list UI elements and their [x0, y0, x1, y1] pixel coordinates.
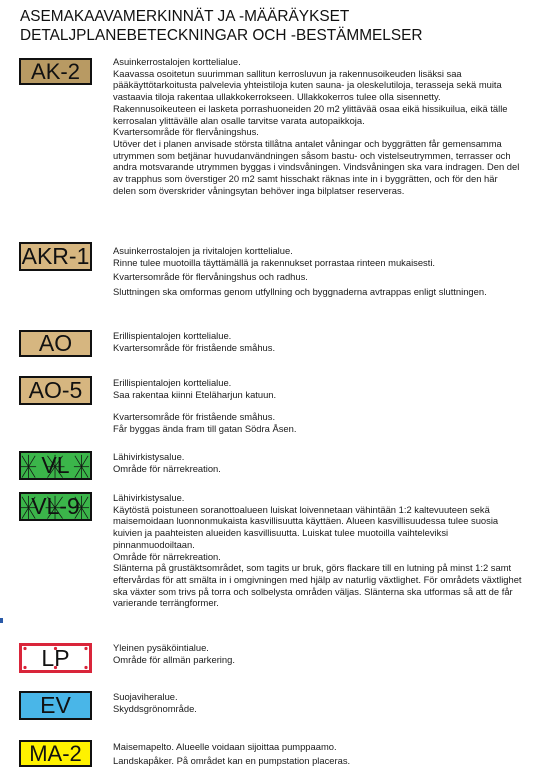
description-line: Område för närrekreation.	[113, 462, 221, 474]
description-line: Erillispientalojen korttelialue.	[113, 330, 232, 341]
description-lp	[113, 642, 523, 665]
description-ao-5	[113, 377, 523, 435]
description-line: Utöver det i planen anvisade största tillåtna antalet våningar och byggrätten får gemensamma utrymmen som betjänar huvudanvändningen såsom bastu- och vistelseutrymmen, terrasser och andra motsvarande utrymmen byggas i vindsvåningen. Vindsvåningen ska vara indragen. Den del av trapphus som överstiger 20 m2 samt hisschakt räknas inte in i byggrätten, och för den här delen som överskrider våningsytan behöver inga bilplatser reserveras.	[113, 137, 520, 196]
symbol-vl-9	[19, 492, 92, 521]
description-ma-2	[113, 740, 523, 768]
description-line: Får byggas ända fram till gatan Södra Åsen.	[113, 423, 297, 435]
description-line: Rinne tulee muotoilla täyttämällä ja rakennukset porrastaa rinteen mukaisesti.	[113, 256, 436, 268]
symbol-code: EV	[40, 692, 71, 718]
symbol-code: VL-9	[31, 493, 80, 519]
symbol-code: AO-5	[28, 377, 83, 403]
symbol-ao	[19, 330, 92, 357]
description-line: Sluttningen ska omformas genom utfyllning och byggnaderna avtrappas enligt sluttningen.	[113, 286, 487, 298]
symbol-vl	[19, 451, 92, 480]
description-line: Kvartersområde för flervåningshus.	[113, 126, 259, 138]
symbol-ao-5	[19, 376, 92, 405]
description-line: Kvartersområde för fristående småhus.	[113, 411, 276, 423]
description-vl-9	[113, 492, 523, 609]
description-line: Asuinkerrostalojen ja rivitalojen korttelialue.	[113, 245, 293, 256]
description-akr-1	[113, 245, 523, 298]
description-ao	[113, 330, 523, 353]
description-line: Landskapåker. På området kan en pumpstation placeras.	[113, 755, 351, 766]
symbol-code: AKR-1	[21, 243, 90, 269]
title-swedish: DETALJPLANEBETECKNINGAR OCH -BESTÄMMELSER	[20, 27, 423, 44]
description-vl	[113, 451, 523, 474]
description-line: Skyddsgrönområde.	[113, 702, 197, 714]
symbol-ev	[19, 691, 92, 720]
description-line: Slänterna på grustäktsområdet, som tagits ur bruk, görs flackare till en lutning på minst 1:2 samt eftervårdas för att smälta in i omgivningen med hjälp av naturlig växtlighet. För områdets växtlighet ska växter som trivs på torra och solbelysta områden väljas. Slänterna ska utformas så att de får varierande terrängformer.	[113, 562, 522, 609]
symbol-code: VL	[41, 452, 70, 478]
symbol-code: MA-2	[29, 740, 82, 766]
symbol-akr-1	[19, 242, 92, 271]
symbol-lp	[19, 643, 92, 673]
description-line: Lähivirkistysalue.	[113, 492, 185, 503]
description-line: Erillispientalojen korttelialue.	[113, 377, 232, 388]
description-line: Käytöstä poistuneen soranottoalueen luiskat loivennetaan vähintään 1:2 kaltevuuteen sekä maisemoidaan luonnonmukaista kasvillisuutta käyttäen. Alueen kasvillisuudessa tulee suosia kuivien ja paahteisten alueiden kasvillisuutta. Luiskat tulee muotoilla vaihteleviksi pinnanmuodoiltaan.	[113, 503, 499, 550]
description-line: Suojaviheralue.	[113, 691, 178, 702]
description-line: Område för allmän parkering.	[113, 653, 235, 665]
description-line: Lähivirkistysalue.	[113, 451, 185, 462]
description-ev	[113, 691, 523, 714]
description-line: Maisemapelto. Alueelle voidaan sijoittaa pumppaamo.	[113, 741, 337, 752]
description-line: Kvartersområde för fristående småhus.	[113, 341, 276, 353]
description-line: Område för närrekreation.	[113, 550, 221, 562]
title-finnish: ASEMAKAAVAMERKINNÄT JA -MÄÄRÄYKSET	[20, 8, 350, 25]
symbol-ma-2	[19, 740, 92, 767]
symbol-code: AO	[38, 330, 73, 356]
description-line: Kvartersområde för flervåningshus och radhus.	[113, 271, 308, 283]
symbol-ak-2	[19, 58, 92, 85]
description-ak-2	[113, 56, 523, 196]
symbol-code: LP	[41, 644, 70, 671]
edge-marker	[0, 618, 3, 623]
description-line: Asuinkerrostalojen korttelialue.	[113, 56, 241, 67]
description-line: Kaavassa osoitetun suurimman sallitun kerrosluvun ja rakennusoikeuden lisäksi saa pääkäyttötarkoitusta palvelevia yhteistiloja kuten sauna- ja oleskelutiloja, terasseja sekä muita vastaavia tiloja rakentaa ullakkokerrokseen. Ullakkokerros tulee olla sisennetty. Rakennusoikeuteen ei lasketa porrashuoneiden 20 m2 ylittävää osaa eikä hissikuilua, eikä tälle kerrosalan ylittävälle alan osalle tarvitse varata autopaikkoja.	[113, 67, 508, 126]
description-line: Saa rakentaa kiinni Eteläharjun katuun.	[113, 388, 277, 400]
description-line: Yleinen pysäköintialue.	[113, 642, 209, 653]
symbol-code: AK-2	[31, 58, 80, 84]
